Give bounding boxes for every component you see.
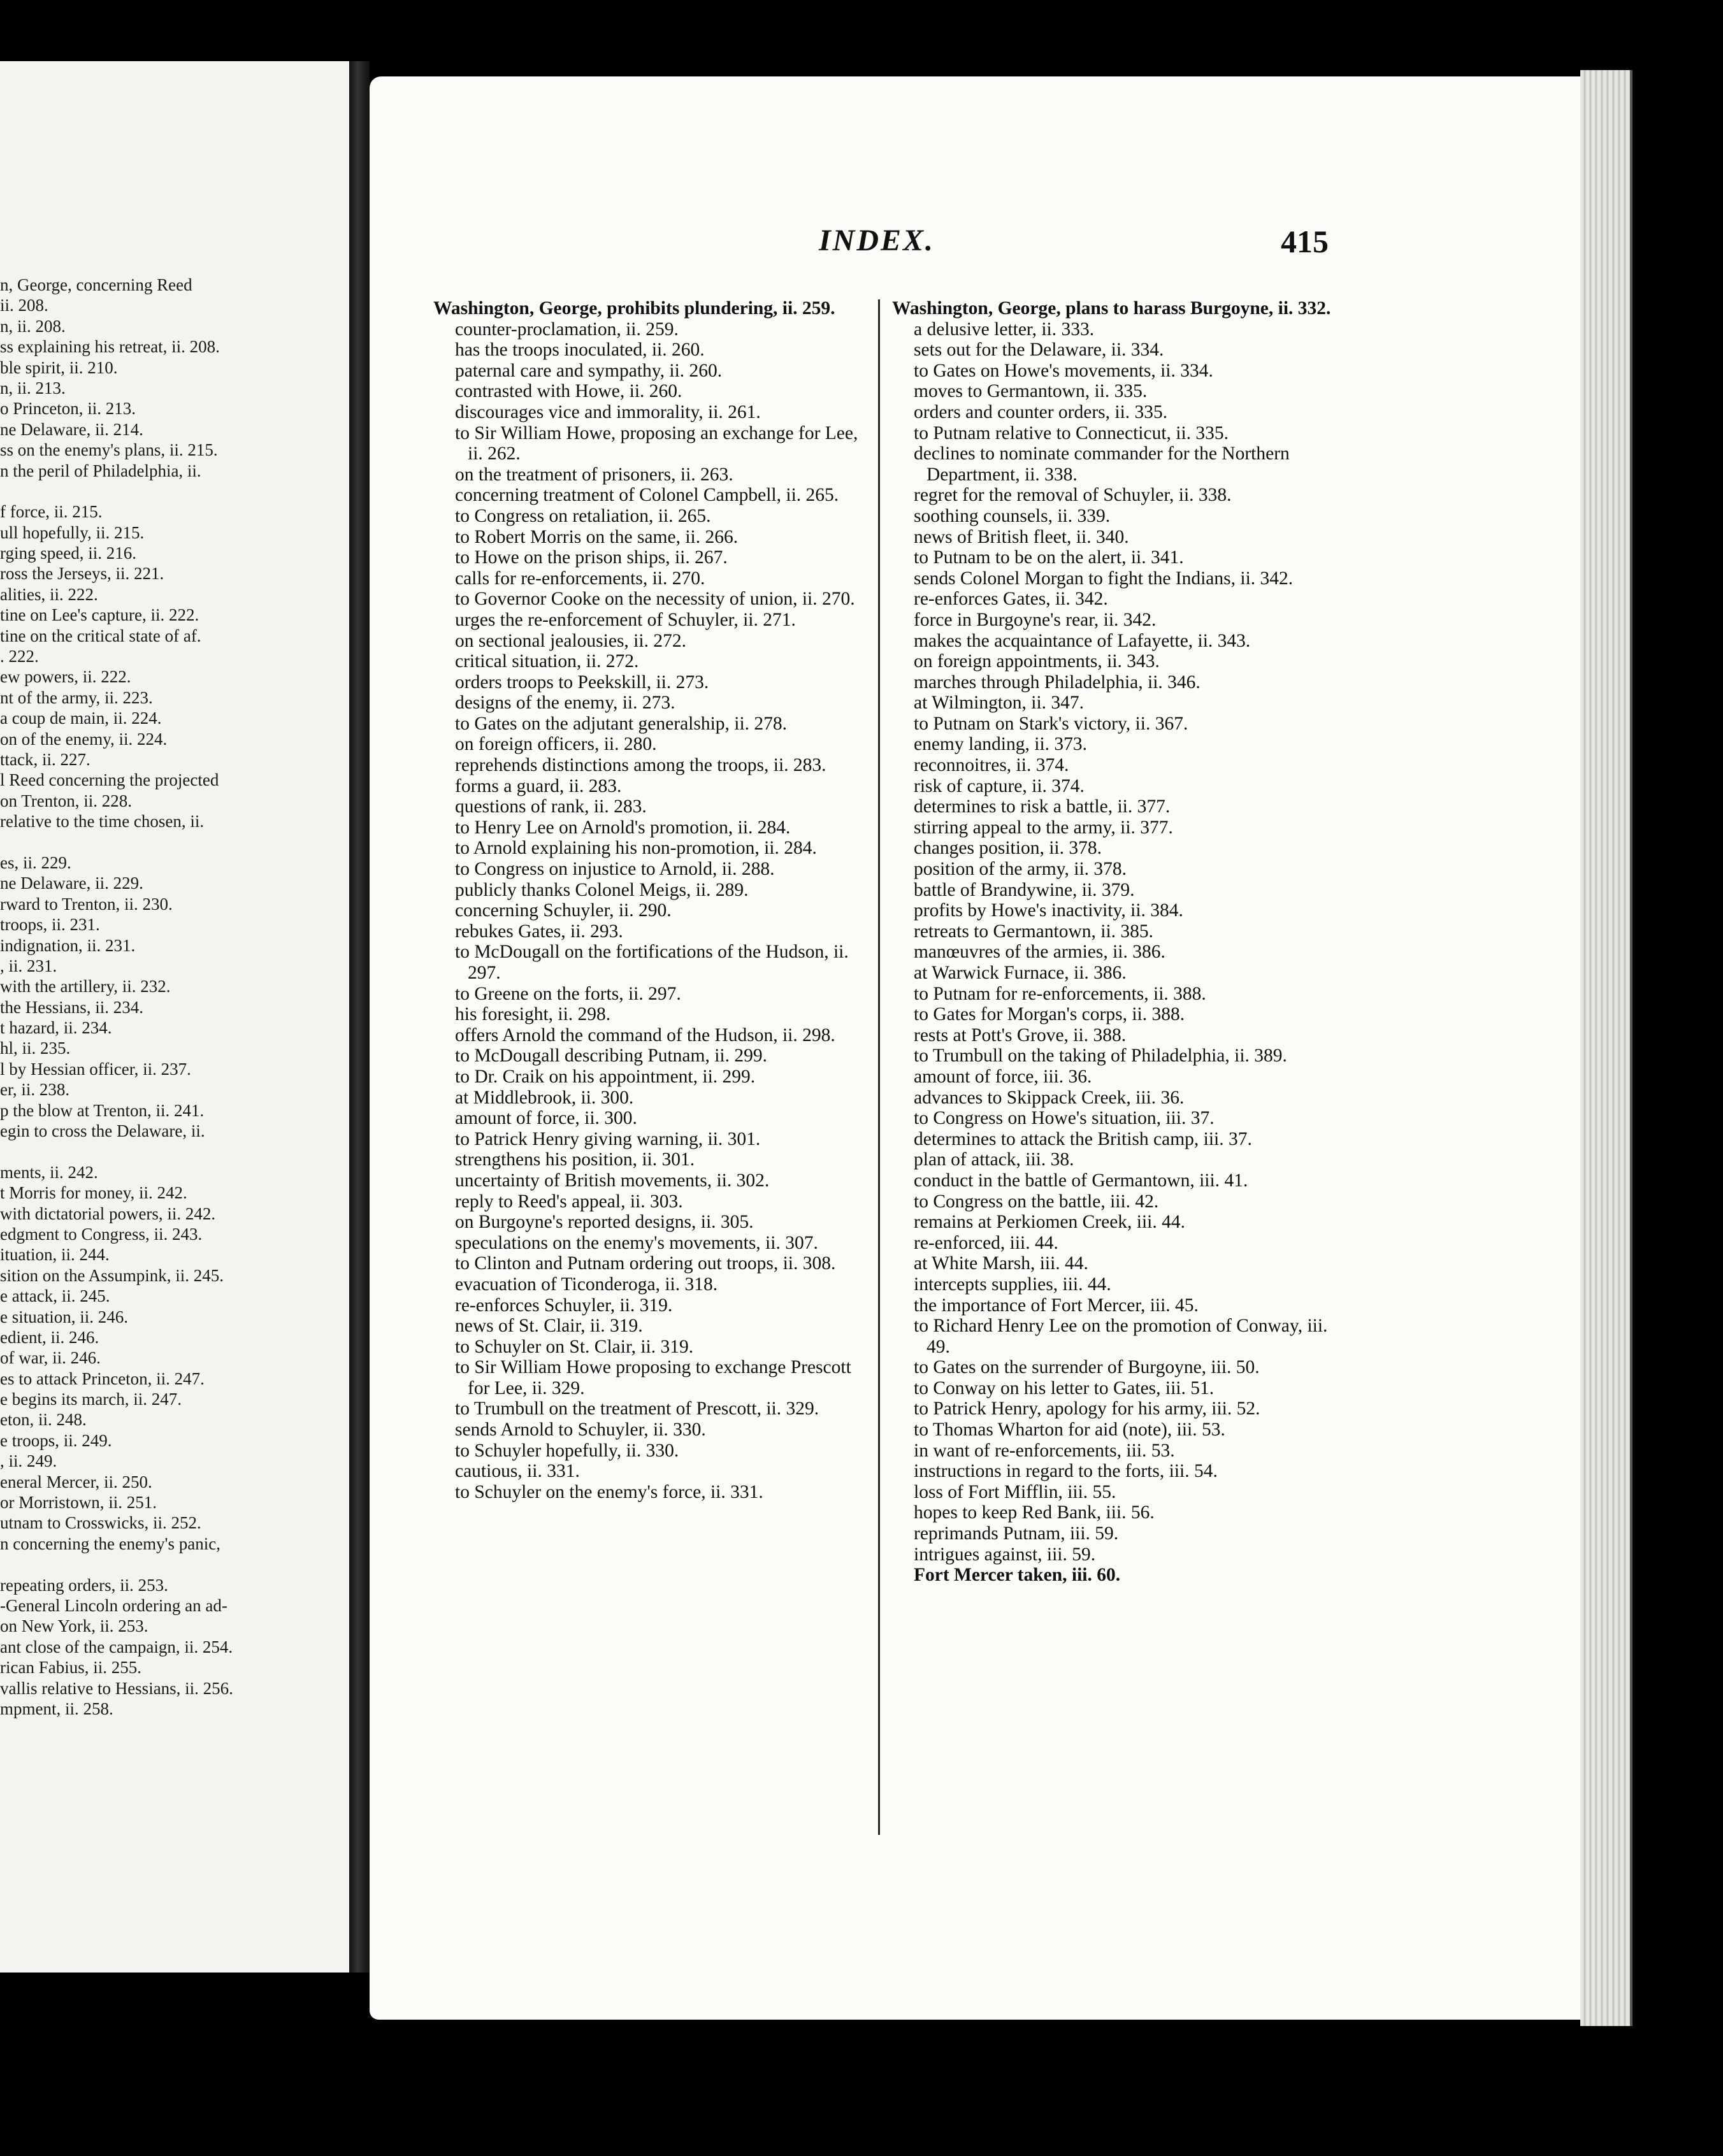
- left-page-line: -General Lincoln ordering an ad-: [0, 1596, 227, 1615]
- index-entry: makes the acquaintance of Lafayette, ii. 343.: [914, 630, 1251, 651]
- page-edges: [1580, 70, 1633, 2026]
- left-page-line: ii. 208.: [0, 296, 48, 315]
- index-entry: to Robert Morris on the same, ii. 266.: [455, 526, 739, 547]
- left-page-line: sition on the Assumpink, ii. 245.: [0, 1265, 224, 1285]
- index-entry: sets out for the Delaware, ii. 334.: [914, 340, 1164, 361]
- left-page-line: n, ii. 208.: [0, 316, 66, 336]
- index-entry: to Greene on the forts, ii. 297.: [455, 983, 681, 1004]
- index-entry: marches through Philadelphia, ii. 346.: [914, 672, 1200, 693]
- index-entry: to Schuyler on St. Clair, ii. 319.: [455, 1336, 694, 1357]
- left-page-line: er, ii. 238.: [0, 1080, 70, 1100]
- index-entry: intrigues against, iii. 59.: [914, 1544, 1096, 1565]
- index-entry: on foreign officers, ii. 280.: [455, 734, 657, 755]
- index-entry: at White Marsh, iii. 44.: [914, 1253, 1088, 1274]
- left-page-line: troops, ii. 231.: [0, 915, 100, 935]
- index-entry: stirring appeal to the army, ii. 377.: [914, 817, 1173, 838]
- left-page-line: repeating orders, ii. 253.: [0, 1575, 168, 1595]
- index-entry: moves to Germantown, ii. 335.: [914, 381, 1148, 402]
- index-entry: on foreign appointments, ii. 343.: [914, 651, 1160, 672]
- index-entry: the importance of Fort Mercer, iii. 45.: [914, 1295, 1199, 1316]
- index-entry: to Sir William Howe proposing to exchange Prescott for Lee, ii. 329.: [455, 1357, 851, 1398]
- index-entry: to Schuyler on the enemy's force, ii. 331.: [455, 1481, 763, 1502]
- index-entry: advances to Skippack Creek, iii. 36.: [914, 1087, 1185, 1108]
- left-page-line: [0, 481, 349, 501]
- left-page-line: on New York, ii. 253.: [0, 1616, 148, 1636]
- index-entry: to Congress on Howe's situation, iii. 37.: [914, 1108, 1215, 1129]
- index-entry: evacuation of Ticonderoga, ii. 318.: [455, 1274, 718, 1295]
- left-page-line: e begins its march, ii. 247.: [0, 1390, 182, 1409]
- index-column-left: [433, 298, 873, 1502]
- left-page-line: indignation, ii. 231.: [0, 935, 136, 955]
- left-page-line: n concerning the enemy's panic,: [0, 1534, 220, 1553]
- left-page-line: utnam to Crosswicks, ii. 252.: [0, 1513, 201, 1533]
- index-entry: amount of force, ii. 300.: [455, 1108, 637, 1129]
- index-entry: remains at Perkiomen Creek, iii. 44.: [914, 1212, 1186, 1233]
- index-entry: profits by Howe's inactivity, ii. 384.: [914, 900, 1183, 921]
- index-entry: to Putnam to be on the alert, ii. 341.: [914, 547, 1184, 568]
- index-entry: at Warwick Furnace, ii. 386.: [914, 963, 1127, 983]
- index-entry: at Wilmington, ii. 347.: [914, 693, 1085, 714]
- left-page-line: eton, ii. 248.: [0, 1410, 87, 1430]
- index-entry: to Congress on the battle, iii. 42.: [914, 1191, 1159, 1212]
- left-page-line: f force, ii. 215.: [0, 502, 103, 522]
- left-page-line: rging speed, ii. 216.: [0, 543, 136, 563]
- left-page-line: n, ii. 213.: [0, 378, 66, 398]
- index-entry: reprehends distinctions among the troops, ii. 283.: [455, 755, 826, 776]
- left-page-line: ss on the enemy's plans, ii. 215.: [0, 440, 218, 460]
- index-entry: offers Arnold the command of the Hudson, ii. 298.: [455, 1024, 835, 1046]
- left-page-line: ew powers, ii. 222.: [0, 667, 131, 687]
- index-entry: to Arnold explaining his non-promotion, ii. 284.: [455, 838, 817, 859]
- left-page-line: o Princeton, ii. 213.: [0, 399, 136, 419]
- index-entry: Fort Mercer taken, iii. 60.: [914, 1565, 1121, 1586]
- index-entry: questions of rank, ii. 283.: [455, 796, 647, 817]
- index-entry: to Gates on the adjutant generalship, ii. 278.: [455, 713, 788, 734]
- index-entry: battle of Brandywine, ii. 379.: [914, 879, 1135, 900]
- left-page-line: e situation, ii. 246.: [0, 1307, 128, 1326]
- book-gutter: [349, 61, 370, 1973]
- index-entry: to Howe on the prison ships, ii. 267.: [455, 547, 728, 568]
- page-number: 415: [1281, 224, 1329, 259]
- index-entry: discourages vice and immorality, ii. 261.: [455, 401, 761, 422]
- index-entry: sends Arnold to Schuyler, ii. 330.: [455, 1419, 706, 1441]
- left-page-line: alities, ii. 222.: [0, 584, 98, 604]
- index-entry: to Governor Cooke on the necessity of union, ii. 270.: [455, 589, 855, 610]
- index-entry: concerning treatment of Colonel Campbell, ii. 265.: [455, 485, 839, 506]
- index-entry: cautious, ii. 331.: [455, 1461, 580, 1482]
- index-heading-entry: Washington, George, plans to harass Burgoyne, ii. 332.: [892, 298, 1331, 319]
- index-entry: at Middlebrook, ii. 300.: [455, 1087, 634, 1108]
- index-entry: uncertainty of British movements, ii. 302.: [455, 1170, 770, 1191]
- index-entry: re-enforces Schuyler, ii. 319.: [455, 1295, 673, 1316]
- index-entry: manœuvres of the armies, ii. 386.: [914, 942, 1165, 963]
- index-entry: concerning Schuyler, ii. 290.: [455, 900, 672, 921]
- left-page-line: es to attack Princeton, ii. 247.: [0, 1369, 205, 1388]
- left-page-line: hl, ii. 235.: [0, 1038, 71, 1058]
- index-entry: determines to risk a battle, ii. 377.: [914, 796, 1171, 817]
- left-page-line: relative to the time chosen, ii.: [0, 812, 205, 831]
- index-entry: to Congress on retaliation, ii. 265.: [455, 505, 711, 526]
- index-entry: to McDougall on the fortifications of the Hudson, ii. 297.: [455, 942, 849, 983]
- index-entry: paternal care and sympathy, ii. 260.: [455, 360, 723, 381]
- index-entry: has the troops inoculated, ii. 260.: [455, 340, 705, 361]
- index-entry: contrasted with Howe, ii. 260.: [455, 381, 682, 402]
- index-entry: calls for re-enforcements, ii. 270.: [455, 568, 705, 589]
- column-divider: [878, 299, 880, 1835]
- index-entry: to Patrick Henry giving warning, ii. 301.: [455, 1128, 761, 1149]
- index-entry: to Trumbull on the treatment of Prescott, ii. 329.: [455, 1398, 819, 1419]
- index-entry: orders troops to Peekskill, ii. 273.: [455, 672, 709, 693]
- index-entry: in want of re-enforcements, iii. 53.: [914, 1440, 1175, 1461]
- index-entry: changes position, ii. 378.: [914, 838, 1102, 859]
- left-page-line: es, ii. 229.: [0, 852, 71, 872]
- left-page-line: on of the enemy, ii. 224.: [0, 729, 168, 749]
- index-entry: reprimands Putnam, iii. 59.: [914, 1523, 1119, 1544]
- index-entry: intercepts supplies, iii. 44.: [914, 1274, 1111, 1295]
- index-entry: on sectional jealousies, ii. 272.: [455, 630, 686, 651]
- index-entry: to Sir William Howe, proposing an exchange for Lee, ii. 262.: [455, 422, 858, 464]
- index-entry: amount of force, iii. 36.: [914, 1066, 1092, 1087]
- index-entry: speculations on the enemy's movements, ii. 307.: [455, 1232, 818, 1253]
- index-entry: retreats to Germantown, ii. 385.: [914, 921, 1154, 942]
- index-entry: sends Colonel Morgan to fight the Indians, ii. 342.: [914, 568, 1294, 589]
- index-entry: news of St. Clair, ii. 319.: [455, 1316, 643, 1337]
- left-page-line: ross the Jerseys, ii. 221.: [0, 564, 164, 584]
- left-page-line: n, George, concerning Reed: [0, 275, 192, 294]
- left-page-line: [0, 1554, 349, 1574]
- index-entry: enemy landing, ii. 373.: [914, 734, 1088, 755]
- left-page-line: l Reed concerning the projected: [0, 770, 219, 790]
- index-entry: to Dr. Craik on his appointment, ii. 299.: [455, 1066, 756, 1087]
- left-facing-page: [0, 61, 353, 1973]
- left-page-line: on Trenton, ii. 228.: [0, 791, 133, 810]
- index-entry: determines to attack the British camp, iii. 37.: [914, 1128, 1252, 1149]
- index-entry: news of British fleet, ii. 340.: [914, 526, 1129, 547]
- index-entry: reconnoitres, ii. 374.: [914, 755, 1069, 776]
- left-page-line: of war, ii. 246.: [0, 1348, 101, 1368]
- index-entry: regret for the removal of Schuyler, ii. 338.: [914, 485, 1232, 506]
- index-entry: urges the re-enforcement of Schuyler, ii. 271.: [455, 609, 796, 630]
- page-header-title: INDEX.: [819, 224, 935, 257]
- left-page-line: [0, 832, 349, 852]
- left-page-line: n the peril of Philadelphia, ii.: [0, 461, 201, 480]
- index-entry: plan of attack, iii. 38.: [914, 1149, 1074, 1170]
- index-entry: on the treatment of prisoners, ii. 263.: [455, 464, 733, 485]
- left-page-line: t hazard, ii. 234.: [0, 1018, 112, 1038]
- index-entry: critical situation, ii. 272.: [455, 651, 639, 672]
- index-entry: soothing counsels, ii. 339.: [914, 505, 1111, 526]
- index-entry: to Richard Henry Lee on the promotion of Conway, iii. 49.: [914, 1316, 1328, 1357]
- index-entry: to Schuyler hopefully, ii. 330.: [455, 1440, 679, 1461]
- left-page-line: eneral Mercer, ii. 250.: [0, 1472, 152, 1491]
- index-entry: risk of capture, ii. 374.: [914, 775, 1085, 796]
- index-entry: to McDougall describing Putnam, ii. 299.: [455, 1046, 767, 1067]
- left-page-line: e attack, ii. 245.: [0, 1286, 110, 1306]
- left-page-line: e troops, ii. 249.: [0, 1430, 112, 1450]
- index-column-right: [892, 298, 1332, 1586]
- index-entry: to Gates on the surrender of Burgoyne, iii. 50.: [914, 1357, 1260, 1378]
- left-page-line: mpment, ii. 258.: [0, 1699, 113, 1718]
- index-heading-entry: Washington, George, prohibits plundering, ii. 259.: [433, 298, 835, 319]
- left-page-line: , ii. 249.: [0, 1451, 57, 1471]
- index-entry: publicly thanks Colonel Meigs, ii. 289.: [455, 879, 749, 900]
- left-page-line: egin to cross the Delaware, ii.: [0, 1121, 205, 1141]
- index-entry: on Burgoyne's reported designs, ii. 305.: [455, 1212, 754, 1233]
- index-entry: to Putnam relative to Connecticut, ii. 335.: [914, 422, 1229, 443]
- index-entry: declines to nominate commander for the Northern Department, ii. 338.: [914, 443, 1290, 485]
- index-entry: counter-proclamation, ii. 259.: [455, 319, 679, 340]
- left-page-line: t Morris for money, ii. 242.: [0, 1183, 187, 1203]
- index-entry: reply to Reed's appeal, ii. 303.: [455, 1191, 683, 1212]
- left-page-line: vallis relative to Hessians, ii. 256.: [0, 1678, 233, 1698]
- index-entry: to Gates for Morgan's corps, ii. 388.: [914, 1004, 1185, 1025]
- index-entry: forms a guard, ii. 283.: [455, 775, 622, 796]
- index-entry: to Putnam for re-enforcements, ii. 388.: [914, 983, 1206, 1004]
- left-page-line: a coup de main, ii. 224.: [0, 708, 162, 728]
- index-entry: position of the army, ii. 378.: [914, 859, 1127, 880]
- left-page-line: ituation, ii. 244.: [0, 1245, 110, 1265]
- index-entry: rebukes Gates, ii. 293.: [455, 921, 623, 942]
- left-page-line: or Morristown, ii. 251.: [0, 1493, 157, 1513]
- index-entry: to Conway on his letter to Gates, iii. 51.: [914, 1377, 1215, 1398]
- left-page-line: with the artillery, ii. 232.: [0, 977, 171, 996]
- index-entry: re-enforced, iii. 44.: [914, 1232, 1058, 1253]
- left-page-line: ments, ii. 242.: [0, 1162, 98, 1182]
- index-entry: orders and counter orders, ii. 335.: [914, 401, 1168, 422]
- left-page-line: edgment to Congress, ii. 243.: [0, 1224, 203, 1244]
- left-page-line: ble spirit, ii. 210.: [0, 357, 118, 377]
- left-page-line: rican Fabius, ii. 255.: [0, 1658, 141, 1678]
- index-entry: loss of Fort Mifflin, iii. 55.: [914, 1481, 1116, 1502]
- index-entry: to Putnam on Stark's victory, ii. 367.: [914, 713, 1188, 734]
- left-page-line: tine on the critical state of af.: [0, 626, 201, 645]
- index-entry: instructions in regard to the forts, iii. 54.: [914, 1461, 1218, 1482]
- left-page-line: ttack, ii. 227.: [0, 749, 90, 769]
- left-page-line: the Hessians, ii. 234.: [0, 997, 143, 1017]
- index-entry: conduct in the battle of Germantown, iii. 41.: [914, 1170, 1248, 1191]
- left-page-line: ss explaining his retreat, ii. 208.: [0, 337, 220, 357]
- index-entry: his foresight, ii. 298.: [455, 1004, 611, 1025]
- left-page-line: ne Delaware, ii. 229.: [0, 873, 143, 893]
- index-entry: force in Burgoyne's rear, ii. 342.: [914, 609, 1157, 630]
- left-page-text: [0, 275, 349, 1719]
- left-page-line: nt of the army, ii. 223.: [0, 687, 153, 707]
- left-page-line: ant close of the campaign, ii. 254.: [0, 1637, 233, 1657]
- left-page-line: ne Delaware, ii. 214.: [0, 419, 143, 439]
- index-entry: a delusive letter, ii. 333.: [914, 319, 1095, 340]
- left-page-line: with dictatorial powers, ii. 242.: [0, 1204, 216, 1223]
- index-entry: hopes to keep Red Bank, iii. 56.: [914, 1502, 1155, 1523]
- left-page-line: . 222.: [0, 647, 39, 666]
- index-entry: to Gates on Howe's movements, ii. 334.: [914, 360, 1213, 381]
- right-page: [370, 76, 1580, 2020]
- left-page-line: [0, 1141, 349, 1161]
- index-entry: designs of the enemy, ii. 273.: [455, 693, 675, 714]
- index-entry: to Clinton and Putnam ordering out troops, ii. 308.: [455, 1253, 836, 1274]
- index-entry: strengthens his position, ii. 301.: [455, 1149, 695, 1170]
- left-page-line: , ii. 231.: [0, 956, 57, 975]
- left-page-line: p the blow at Trenton, ii. 241.: [0, 1100, 205, 1120]
- index-entry: to Patrick Henry, apology for his army, iii. 52.: [914, 1398, 1260, 1419]
- left-page-line: l by Hessian officer, ii. 237.: [0, 1059, 191, 1079]
- index-entry: to Thomas Wharton for aid (note), iii. 53.: [914, 1419, 1225, 1441]
- index-entry: re-enforces Gates, ii. 342.: [914, 589, 1108, 610]
- left-page-line: ull hopefully, ii. 215.: [0, 522, 145, 542]
- index-entry: to Trumbull on the taking of Philadelphia, ii. 389.: [914, 1046, 1287, 1067]
- left-page-line: rward to Trenton, ii. 230.: [0, 894, 173, 914]
- index-entry: rests at Pott's Grove, ii. 388.: [914, 1024, 1127, 1046]
- left-page-line: tine on Lee's capture, ii. 222.: [0, 605, 199, 625]
- index-entry: to Henry Lee on Arnold's promotion, ii. 284.: [455, 817, 791, 838]
- index-entry: to Congress on injustice to Arnold, ii. 288.: [455, 859, 775, 880]
- left-page-line: edient, ii. 246.: [0, 1327, 99, 1347]
